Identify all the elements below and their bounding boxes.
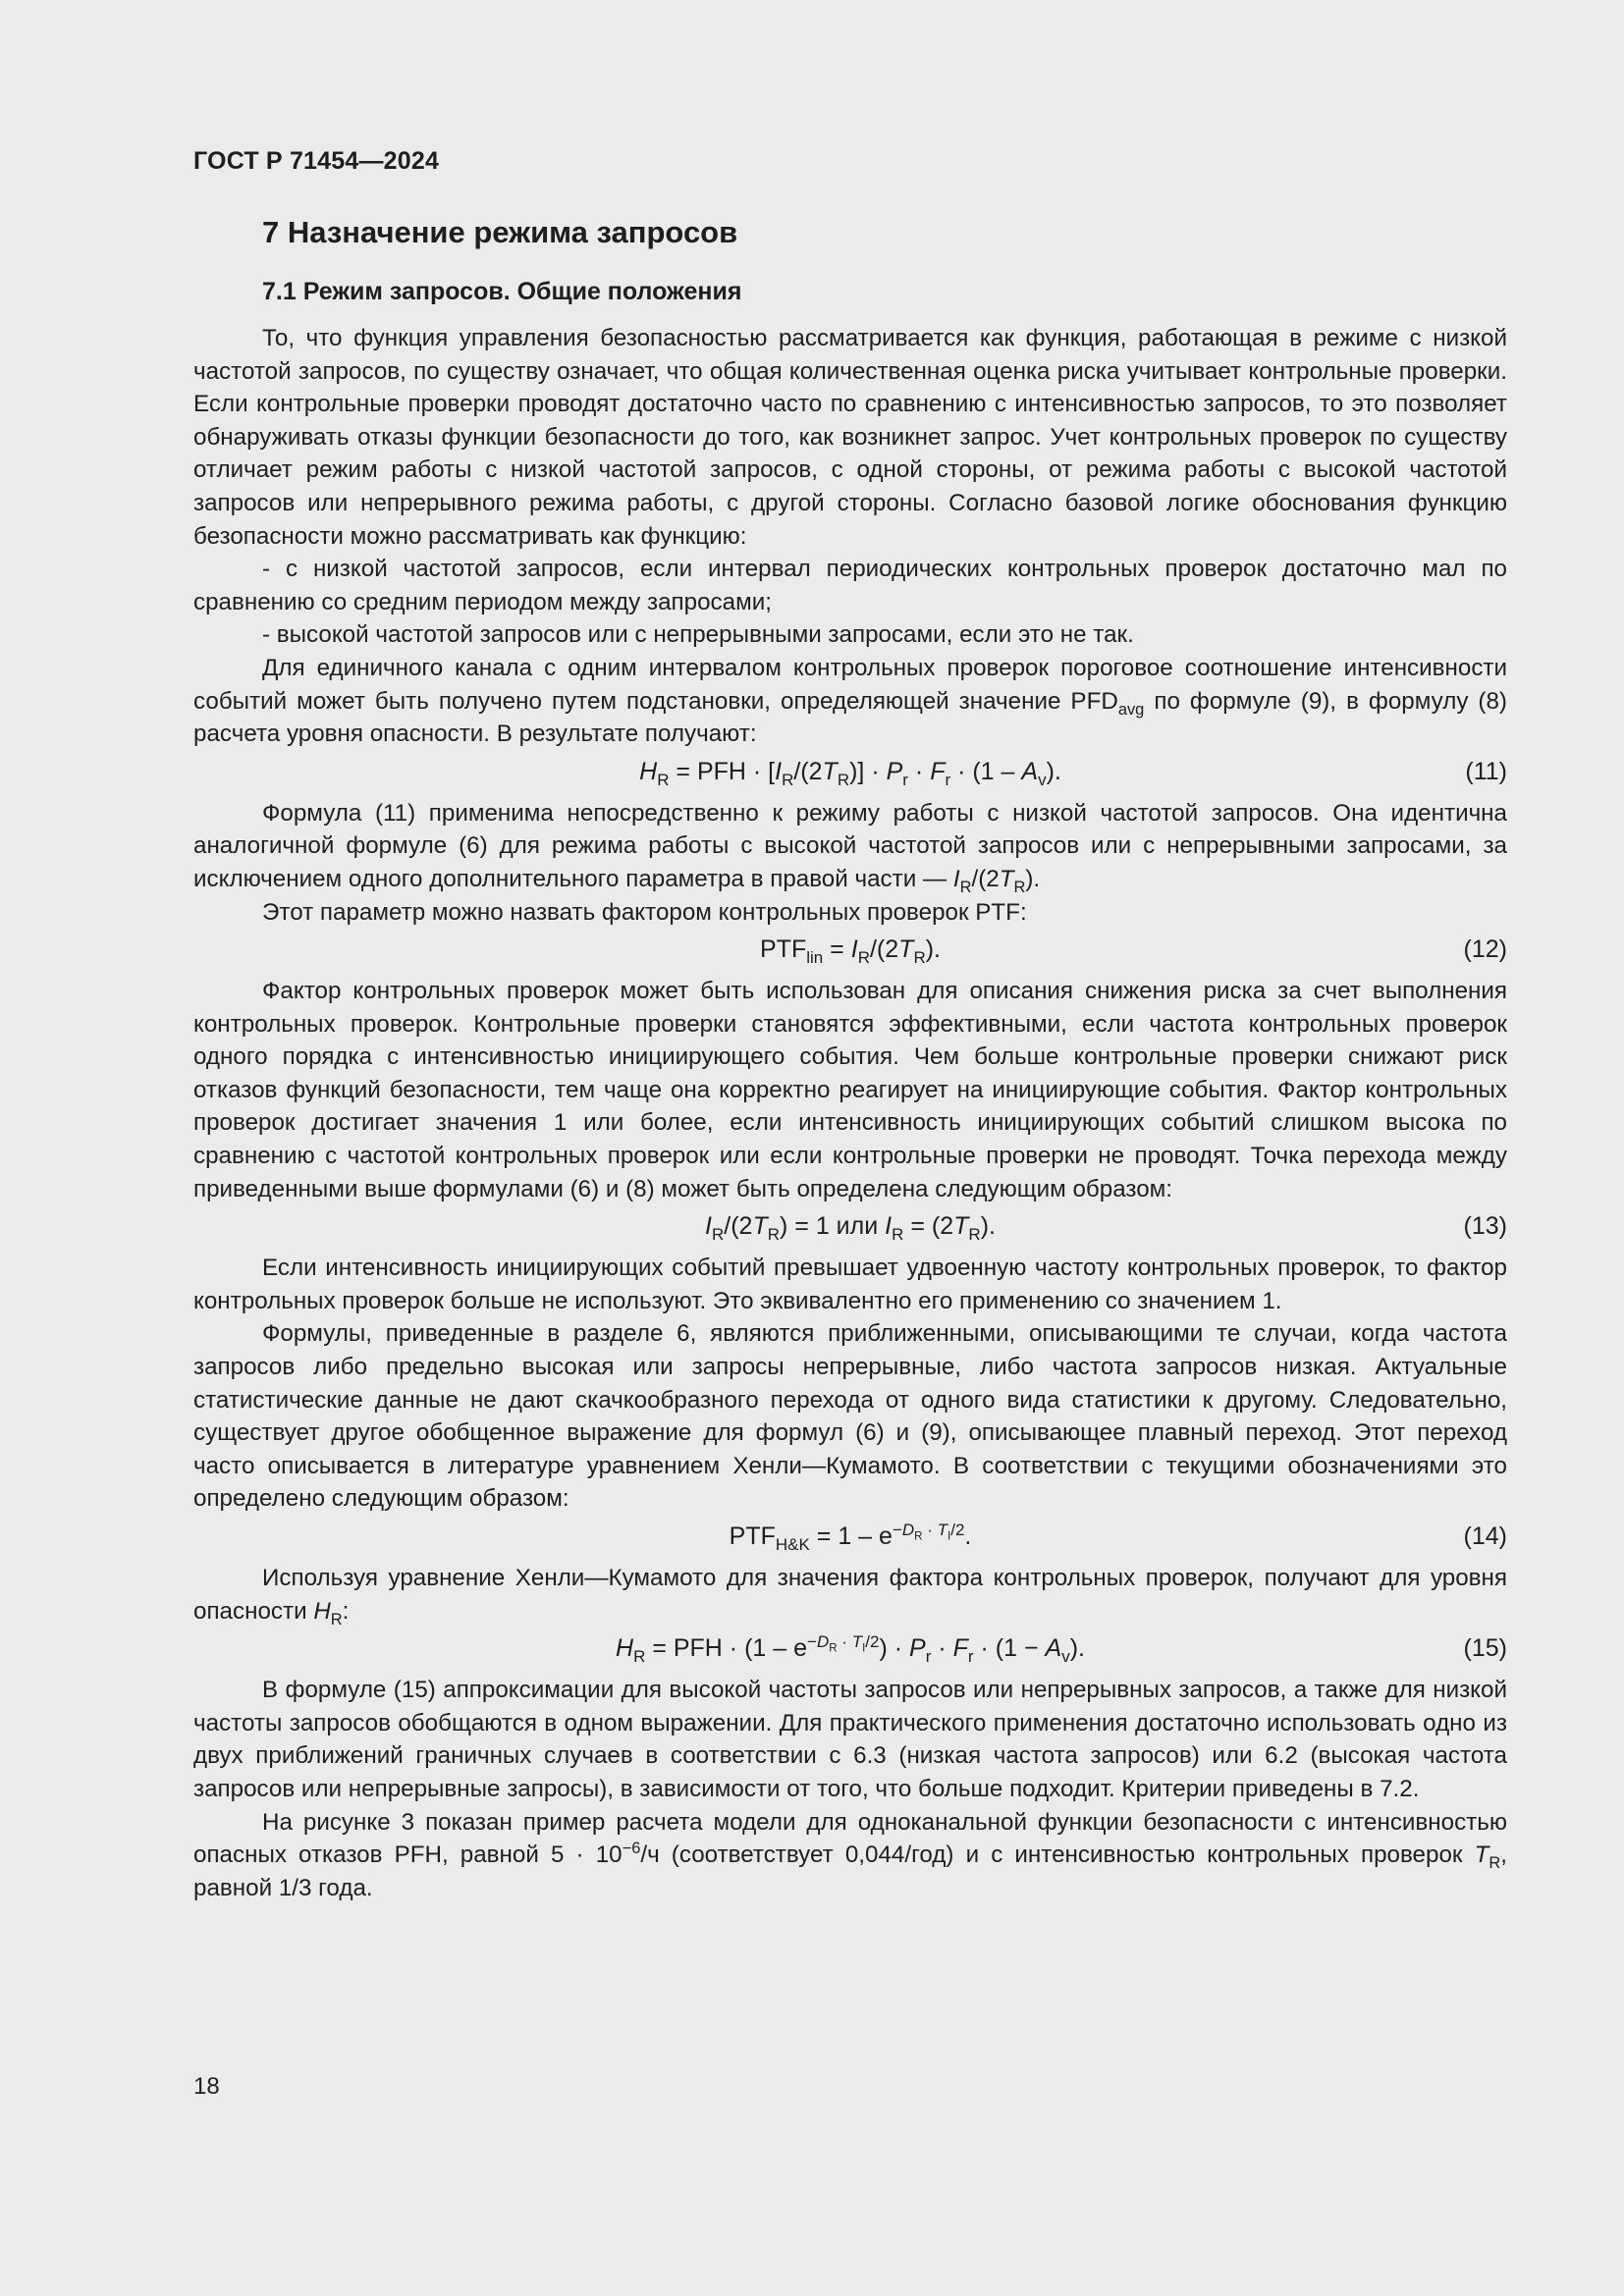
formula-number: (13) [1463, 1212, 1507, 1241]
formula-13-expression: $I_R/(2T_R) = 1$ или $I_R = (2T_R)$. [705, 1212, 996, 1245]
paragraph-ptf: Этот параметр можно назвать фактором контрольных проверок PTF: [262, 898, 1027, 926]
formula-number: (12) [1463, 935, 1507, 964]
paragraph-single-channel: Для единичного канала с одним интервалом контрольных проверок пороговое соотношение интенсивности событий может быть получено путем подстановки, определяющей значение $PFD_{avg}$ по формуле (9), в формулу (8) расчета уровня опасности. В результате получают: [193, 654, 1507, 748]
formula-12 [193, 931, 1507, 969]
formula-12-expression: $PTF_{lin} = I_R/(2T_R)$. [760, 935, 941, 968]
list-item: - высокой частотой запросов или с непрерывными запросами, если это не так. [262, 621, 1134, 649]
page-number: 18 [193, 2073, 220, 2100]
subsection-heading: 7.1 Режим запросов. Общие положения [262, 278, 742, 305]
formula-number: (14) [1463, 1522, 1507, 1550]
document-header: ГОСТ Р 71454—2024 [193, 147, 440, 175]
paragraph-ptf-factor: Фактор контрольных проверок может быть использован для описания снижения риска за счет выполнения контрольных проверок. Контрольные проверки становятся эффективными, если частота контрольных проверок одного порядка с интенсивностью инициирующего события. Чем больше контрольные проверки снижают риск отказов функций безопасности, тем чаще она корректно реагирует на инициирующие события. Фактор контрольных проверок достигает значения 1 или более, если интенсивность инициирующих событий слишком высока по сравнению с частотой контрольных проверок или если контрольные проверки не проводят. Точка перехода между приведенными выше формулами (6) и (8) может быть определена следующим образом: [193, 978, 1507, 1202]
section-heading: 7 Назначение режима запросов [262, 215, 738, 249]
paragraph-intro: То, что функция управления безопасностью рассматривается как функция, работающая в режиме с низкой частотой запросов, по существу означает, что общая количественная оценка риска учитывает контрольные проверки. Если контрольные проверки проводят достаточно часто по сравнению с интенсивностью запросов, то это позволяет обнаруживать отказы функции безопасности до того, как возникнет запрос. Учет контрольных проверок по существу отличает режим работы с низкой частотой запросов, с одной стороны, от режима работы с высокой частотой запросов или непрерывного режима работы, с другой стороны. Согласно базовой логике обоснования функцию безопасности можно рассматривать как функцию: [193, 325, 1507, 550]
paragraph-formula-11: Формула (11) применима непосредственно к режиму работы с низкой частотой запросов. Она идентична аналогичной формуле (6) для режима работы с высокой частотой запросов или с непрерывными запросами, за исключением одного дополнительного параметра в правой части — $I_R/(2T_R)$. [193, 799, 1507, 896]
formula-number: (11) [1465, 757, 1507, 785]
formula-15 [193, 1629, 1507, 1668]
list-item: - с низкой частотой запросов, если интервал периодических контрольных проверок достаточно мал по сравнению со средним периодом между запросами; [193, 556, 1507, 615]
paragraph-initiating-events: Если интенсивность инициирующих событий превышает удвоенную частоту контрольных проверок, то фактор контрольных проверок больше не используют. Это эквивалентно его применению со значением 1. [193, 1255, 1507, 1314]
paragraph-hazard-level: Используя уравнение Хенли—Кумамото для значения фактора контрольных проверок, получают для уровня опасности $H_R$: [193, 1565, 1507, 1629]
formula-15-expression: $H_R$ = PFH · $(1 - e^{-D_R \cdot T_I/2}) \cdot P_r \cdot F_r \cdot (1 - A_v)$. [616, 1631, 1085, 1667]
formula-14-expression: $PTF_{H\&K} = 1 - e^{-D_R \cdot T_I/2}$. [729, 1520, 972, 1554]
formula-11 [193, 753, 1507, 791]
formula-11-expression: $H_R$ = PFH · $[I_R/(2T_R)] \cdot P_r \cdot F_r \cdot (1 - A_v)$. [639, 757, 1061, 789]
formula-14 [193, 1518, 1507, 1556]
paragraph-henley-kumamoto: Формулы, приведенные в разделе 6, являются приближенными, описывающими те случаи, когда частота запросов либо предельно высокая или запросы непрерывные, либо частота запросов низкая. Актуальные статистические данные не дают скачкообразного перехода от одного вида статистики к другому. Следовательно, существует другое обобщенное выражение для формул (6) и (9), описывающее плавный переход. Этот переход часто описывается в литературе уравнением Хенли—Кумамото. В соответствии с текущими обозначениями это определено следующим образом: [193, 1320, 1507, 1513]
paragraph-approximation: В формуле (15) аппроксимации для высокой частоты запросов или непрерывных запросов, а также для низкой частоты запросов обобщаются в одном выражении. Для практического применения достаточно использовать одно из двух приближений граничных случаев в соответствии с 6.3 (низкая частота запросов) или 6.2 (высокая частота запросов или непрерывные запросы), в зависимости от того, что больше подходит. Критерии приведены в 7.2. [193, 1677, 1507, 1802]
paragraph-figure-3: На рисунке 3 показан пример расчета модели для одноканальной функции безопасности с интенсивностью опасных отказов PFH, равной $5 \cdot 10^{-6}/ч$ (соответствует 0,044/год) и с интенсивностью контрольных проверок $T_R$, равной 1/3 года. [193, 1808, 1507, 1901]
formula-13 [193, 1207, 1507, 1246]
document-page [193, 147, 1507, 1904]
formula-number: (15) [1463, 1634, 1507, 1663]
